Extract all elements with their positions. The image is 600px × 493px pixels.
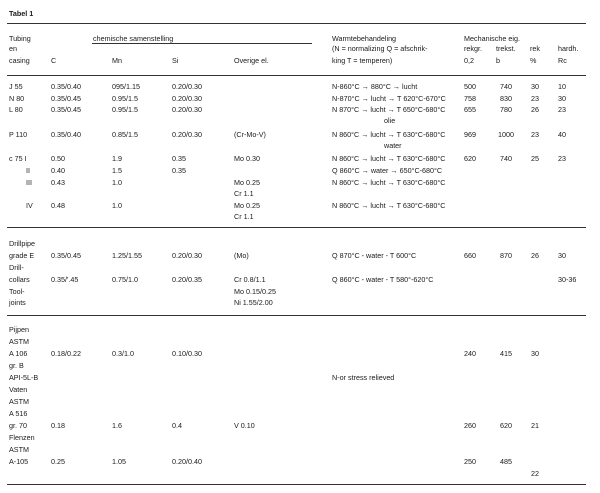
cell-wb-alt: water [384, 141, 402, 150]
cell-mn: 1.0 [112, 178, 122, 187]
cell-si: 0.20/0.30 [172, 94, 202, 103]
cell-si: 0.10/0.30 [172, 349, 202, 358]
row-label: c 75 I [9, 154, 27, 163]
cell-rek: 22 [531, 469, 539, 478]
header-chem: chemische samenstelling [93, 34, 174, 43]
cell-rekgr: 620 [464, 154, 476, 163]
cell-si: 0.20/0.40 [172, 457, 202, 466]
header-hardh-2: Rc [558, 56, 567, 65]
cell-wb: Q 860°C → water → 650°C-680°C [332, 166, 443, 175]
cell-si: 0.35 [172, 154, 186, 163]
row-label: ASTM [9, 397, 29, 406]
row-label: N 80 [9, 94, 25, 103]
cell-rek: 21 [531, 421, 539, 430]
cell-c: 0.48 [51, 201, 65, 210]
cell-hardh: 30 [558, 251, 566, 260]
cell-rek: 23 [531, 94, 539, 103]
row-label: Flenzen [9, 433, 35, 442]
cell-rekgr: 969 [464, 130, 476, 139]
cell-si: 0.35 [172, 166, 186, 175]
cell-rekgr: 758 [464, 94, 476, 103]
row-label: A-105 [9, 457, 29, 466]
cell-trekst: 620 [500, 421, 512, 430]
cell-c: 0.40 [51, 166, 65, 175]
cell-wb: N 860°C → lucht → T 630°C-680°C [332, 201, 446, 210]
cell-rekgr: 260 [464, 421, 476, 430]
cell-rekgr: 660 [464, 251, 476, 260]
cell-wb: N 860°C → lucht → T 630°C-680°C [332, 154, 446, 163]
cell-mn: 1.5 [112, 166, 122, 175]
row-label: J 55 [9, 82, 23, 91]
cell-rek: 23 [531, 130, 539, 139]
top-rule [7, 23, 586, 24]
cell-c: 0.25 [51, 457, 65, 466]
cell-mn: 1.05 [112, 457, 126, 466]
cell-c: 0.35/0.40 [51, 82, 81, 91]
row-label: API-5L-B [9, 373, 39, 382]
row-label: A 516 [9, 409, 28, 418]
cell-c: 0.43 [51, 178, 65, 187]
cell-wb: N 860°C → lucht → T 630°C-680°C [332, 178, 446, 187]
cell-trekst: 740 [500, 82, 512, 91]
header-hardh-1: hardh. [558, 44, 579, 53]
section-rule-2 [7, 315, 586, 316]
row-label: collars [9, 275, 30, 284]
cell-overige: (Mo) [234, 251, 249, 260]
section-rule-1 [7, 227, 586, 228]
cell-wb: N-or stress relieved [332, 373, 395, 382]
cell-rek: 30 [531, 82, 539, 91]
row-label: Drillpipe [9, 239, 35, 248]
header-warm-2: (N = normalizing Q = afschrik- [332, 44, 428, 53]
cell-trekst: 870 [500, 251, 512, 260]
cell-si: 0.20/0.30 [172, 82, 202, 91]
cell-c: 0.50 [51, 154, 65, 163]
cell-trekst: 830 [500, 94, 512, 103]
cell-hardh: 23 [558, 154, 566, 163]
cell-c: 0.35/0.45 [51, 251, 81, 260]
cell-trekst: 780 [500, 105, 512, 114]
row-label: Drill- [9, 263, 24, 272]
header-rek-1: rek [530, 44, 540, 53]
cell-rekgr: 655 [464, 105, 476, 114]
header-warm-1: Warmtebehandeling [332, 34, 397, 43]
cell-wb: Q 870°C - water - T 600°C [332, 251, 417, 260]
row-label: L 80 [9, 105, 23, 114]
cell-c: 0.18/0.22 [51, 349, 81, 358]
header-tubing-2: en [9, 44, 17, 53]
cell-mn: 1.25/1.55 [112, 251, 142, 260]
header-rule [7, 75, 586, 76]
header-si: Si [172, 56, 179, 65]
cell-hardh: 40 [558, 130, 566, 139]
cell-trekst: 1000 [498, 130, 514, 139]
cell-mn: 1.0 [112, 201, 122, 210]
cell-trekst: 740 [500, 154, 512, 163]
row-label: P 110 [9, 130, 28, 139]
cell-si: 0.20/0.35 [172, 275, 202, 284]
header-warm-3: king T = temperen) [332, 56, 393, 65]
cell-wb: Q 860°C - water - T 580°-620°C [332, 275, 434, 284]
header-overige: Overige el. [234, 56, 269, 65]
row-label: III [26, 178, 32, 187]
cell-mn: 095/1.15 [112, 82, 140, 91]
row-label: grade E [9, 251, 35, 260]
cell-wb-alt: olie [384, 116, 396, 125]
cell-c: 0.35/0.40 [51, 130, 81, 139]
row-label: Tool- [9, 287, 25, 296]
cell-overige-2: Cr 1.1 [234, 212, 254, 221]
cell-trekst: 485 [500, 457, 512, 466]
cell-si: 0.20/0.30 [172, 130, 202, 139]
header-trekst-1: trekst. [496, 44, 516, 53]
cell-mn: 0.95/1.5 [112, 94, 138, 103]
row-label: Pijpen [9, 325, 29, 334]
cell-rek: 25 [531, 154, 539, 163]
cell-hardh: 23 [558, 105, 566, 114]
chem-underline [92, 43, 312, 44]
cell-mn: 1.6 [112, 421, 122, 430]
row-label: gr. 70 [9, 421, 27, 430]
header-rek-2: % [530, 56, 537, 65]
table-title: Tabel 1 [9, 9, 34, 18]
cell-wb: N 870°C → lucht → T 650°C-680°C [332, 105, 446, 114]
cell-overige: Mo 0.30 [234, 154, 260, 163]
cell-wb: N-860°C → 880°C → lucht [332, 82, 418, 91]
cell-overige: Mo 0.25 [234, 201, 260, 210]
cell-c: 0.35/0.45 [51, 105, 81, 114]
cell-overige-2: Mo 0.15/0.25 [234, 287, 276, 296]
bottom-rule [7, 484, 586, 485]
header-mn: Mn [112, 56, 122, 65]
header-rekgr-1: rekgr. [464, 44, 482, 53]
cell-hardh: 10 [558, 82, 566, 91]
cell-si: 0.20/0.30 [172, 105, 202, 114]
cell-hardh: 30 [558, 94, 566, 103]
header-c: C [51, 56, 57, 65]
cell-trekst: 415 [500, 349, 512, 358]
cell-overige: V 0.10 [234, 421, 255, 430]
cell-c: 0.18 [51, 421, 65, 430]
cell-mn: 1.9 [112, 154, 122, 163]
cell-overige: Mo 0.25 [234, 178, 260, 187]
cell-si: 0.4 [172, 421, 182, 430]
cell-c: 0.35/'.45 [51, 275, 79, 284]
cell-hardh: 30-36 [558, 275, 577, 284]
cell-rekgr: 240 [464, 349, 476, 358]
cell-overige: Cr 0.8/1.1 [234, 275, 266, 284]
row-label: ASTM [9, 337, 29, 346]
cell-rekgr: 250 [464, 457, 476, 466]
row-label: IV [26, 201, 33, 210]
header-tubing-1: Tubing [9, 34, 31, 43]
cell-wb: N 860°C → lucht → T 630°C-680°C [332, 130, 446, 139]
cell-mn: 0.85/1.5 [112, 130, 138, 139]
row-label: ASTM [9, 445, 29, 454]
header-rekgr-2: 0,2 [464, 56, 474, 65]
row-label: A 106 [9, 349, 28, 358]
cell-overige: (Cr-Mo-V) [234, 130, 266, 139]
cell-si: 0.20/0.30 [172, 251, 202, 260]
cell-c: 0.35/0.45 [51, 94, 81, 103]
cell-mn: 0.75/1.0 [112, 275, 138, 284]
header-trekst-2: b [496, 56, 500, 65]
cell-rek: 30 [531, 349, 539, 358]
row-label: joints [9, 298, 26, 307]
cell-wb: N-870°C → lucht → T 620°C-670°C [332, 94, 446, 103]
cell-rek: 26 [531, 105, 539, 114]
cell-mn: 0.95/1.5 [112, 105, 138, 114]
cell-mn: 0.3/1.0 [112, 349, 134, 358]
row-label: gr. B [9, 361, 24, 370]
cell-rekgr: 500 [464, 82, 476, 91]
header-mech: Mechanische eig. [464, 34, 520, 43]
cell-rek: 26 [531, 251, 539, 260]
header-tubing-3: casing [9, 56, 30, 65]
cell-overige-3: Ni 1.55/2.00 [234, 298, 273, 307]
row-label: Vaten [9, 385, 28, 394]
cell-overige-2: Cr 1.1 [234, 189, 254, 198]
row-label: II [26, 166, 30, 175]
